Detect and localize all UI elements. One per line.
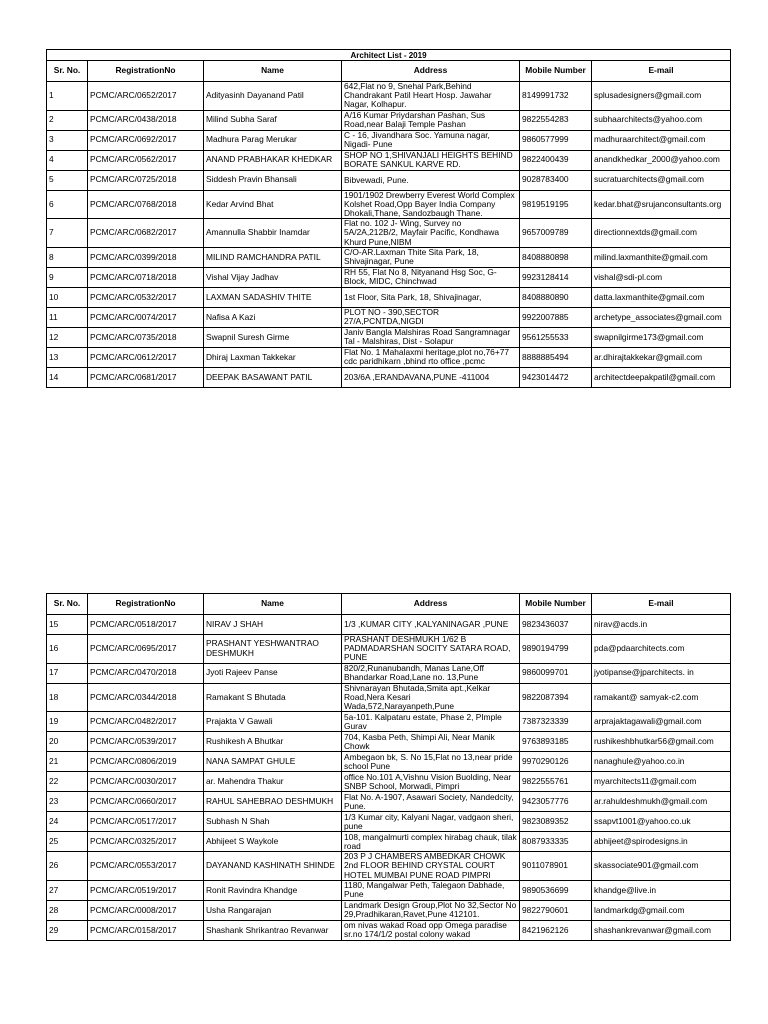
cell-mobile-number: 9822400439: [520, 150, 592, 170]
cell-address: Flat No. A-1907, Asawari Society, Nandedcity, Pune.: [342, 792, 520, 812]
header-row: [47, 594, 731, 615]
cell-name: ar. Mahendra Thakur: [204, 772, 342, 792]
cell-address: C/O-AR.Laxman Thite Sita Park, 18, Shivajinagar, Pune: [342, 247, 520, 267]
architect-table-2: [46, 593, 731, 941]
cell-email: madhuraarchitect@gmail.com: [592, 130, 731, 150]
cell-registration-no: PCMC/ARC/0553/2017: [88, 852, 204, 881]
cell-sr-no: 13: [47, 347, 88, 367]
cell-name: MILIND RAMCHANDRA PATIL: [204, 247, 342, 267]
cell-registration-no: PCMC/ARC/0325/2017: [88, 832, 204, 852]
cell-mobile-number: 9423014472: [520, 367, 592, 387]
cell-name: Siddesh Pravin Bhansali: [204, 170, 342, 190]
header-registration-no: RegistrationNo: [88, 594, 204, 615]
cell-sr-no: 19: [47, 712, 88, 732]
cell-registration-no: PCMC/ARC/0681/2017: [88, 367, 204, 387]
cell-mobile-number: 9890536699: [520, 880, 592, 900]
cell-address: Flat No. 1 Mahalaxmi heritage,plot no,76+77 cdc paridhikarn ,bhind rto office ,pcmc: [342, 347, 520, 367]
cell-email: datta.laxmanthite@gmail.com: [592, 287, 731, 307]
cell-sr-no: 20: [47, 732, 88, 752]
table-row: [47, 792, 731, 812]
table-row: [47, 732, 731, 752]
table-row: [47, 267, 731, 287]
cell-email: architectdeepakpatil@gmail.com: [592, 367, 731, 387]
cell-registration-no: PCMC/ARC/0470/2018: [88, 663, 204, 683]
cell-email: swapnilgirme173@gmail.com: [592, 327, 731, 347]
cell-registration-no: PCMC/ARC/0695/2017: [88, 635, 204, 664]
cell-name: Kedar Arvind Bhat: [204, 190, 342, 219]
cell-registration-no: PCMC/ARC/0030/2017: [88, 772, 204, 792]
cell-email: milind.laxmanthite@gmail.com: [592, 247, 731, 267]
cell-registration-no: PCMC/ARC/0399/2018: [88, 247, 204, 267]
cell-sr-no: 17: [47, 663, 88, 683]
cell-registration-no: PCMC/ARC/0532/2017: [88, 287, 204, 307]
cell-sr-no: 24: [47, 812, 88, 832]
table-row: [47, 812, 731, 832]
cell-registration-no: PCMC/ARC/0517/2017: [88, 812, 204, 832]
cell-sr-no: 3: [47, 130, 88, 150]
table-row: [47, 170, 731, 190]
cell-name: Amannulla Shabbir Inamdar: [204, 219, 342, 248]
cell-registration-no: PCMC/ARC/0718/2018: [88, 267, 204, 287]
cell-mobile-number: 7387323339: [520, 712, 592, 732]
cell-sr-no: 15: [47, 615, 88, 635]
table-row: [47, 150, 731, 170]
cell-mobile-number: 9923128414: [520, 267, 592, 287]
cell-mobile-number: 8421962126: [520, 920, 592, 940]
cell-email: rushikeshbhutkar56@gmail.com: [592, 732, 731, 752]
cell-mobile-number: 9011078901: [520, 852, 592, 881]
cell-sr-no: 10: [47, 287, 88, 307]
cell-email: khandge@live.in: [592, 880, 731, 900]
cell-name: Vishal Vijay Jadhav: [204, 267, 342, 287]
cell-email: pda@pdaarchitects.com: [592, 635, 731, 664]
table-row: [47, 635, 731, 664]
cell-address: Shivnarayan Bhutada,Smita apt.,Kelkar Road,Nera Kesari Wada,572,Narayanpeth,Pune: [342, 683, 520, 712]
cell-email: subhaarchitects@yahoo.com: [592, 110, 731, 130]
cell-name: Usha Rangarajan: [204, 900, 342, 920]
table-row: [47, 752, 731, 772]
cell-mobile-number: 9423057776: [520, 792, 592, 812]
cell-name: PRASHANT YESHWANTRAO DESHMUKH: [204, 635, 342, 664]
cell-email: ar.rahuldeshmukh@gmail.com: [592, 792, 731, 812]
cell-sr-no: 16: [47, 635, 88, 664]
cell-address: 1/3 Kumar city, Kalyani Nagar, vadgaon sheri, pune: [342, 812, 520, 832]
cell-name: Jyoti Rajeev Panse: [204, 663, 342, 683]
cell-registration-no: PCMC/ARC/0735/2018: [88, 327, 204, 347]
cell-mobile-number: 9561255533: [520, 327, 592, 347]
cell-sr-no: 5: [47, 170, 88, 190]
cell-registration-no: PCMC/ARC/0806/2019: [88, 752, 204, 772]
cell-sr-no: 28: [47, 900, 88, 920]
header-mobile-number: Mobile Number: [520, 594, 592, 615]
table-row: [47, 880, 731, 900]
cell-sr-no: 6: [47, 190, 88, 219]
table-row: [47, 367, 731, 387]
cell-mobile-number: 8888885494: [520, 347, 592, 367]
cell-registration-no: PCMC/ARC/0725/2018: [88, 170, 204, 190]
cell-mobile-number: 9823089352: [520, 812, 592, 832]
cell-address: 5a-101. Kalpataru estate, Phase 2, PImple Gurav: [342, 712, 520, 732]
cell-address: A/16 Kumar Priydarshan Pashan, Sus Road,near Balaji Temple Pashan: [342, 110, 520, 130]
cell-address: 203/6A ,ERANDAVANA,PUNE -411004: [342, 367, 520, 387]
cell-sr-no: 4: [47, 150, 88, 170]
table-row: [47, 327, 731, 347]
cell-address: 1901/1902 Drewberry Everest World Complex Kolshet Road,Opp Bayer India Company Dhokali,Thane, Sandozbaugh Thane.: [342, 190, 520, 219]
cell-name: DEEPAK BASAWANT PATIL: [204, 367, 342, 387]
cell-mobile-number: 9763893185: [520, 732, 592, 752]
cell-email: archetype_associates@gmail.com: [592, 307, 731, 327]
cell-email: myarchitects11@gmail.com: [592, 772, 731, 792]
cell-name: DAYANAND KASHINATH SHINDE: [204, 852, 342, 881]
header-name: Name: [204, 61, 342, 82]
cell-sr-no: 22: [47, 772, 88, 792]
cell-address: PRASHANT DESHMUKH 1/62 B PADMADARSHAN SOCITY SATARA ROAD, PUNE: [342, 635, 520, 664]
cell-registration-no: PCMC/ARC/0612/2017: [88, 347, 204, 367]
cell-name: Nafisa A Kazi: [204, 307, 342, 327]
cell-name: Abhijeet S Waykole: [204, 832, 342, 852]
cell-email: directionnextds@gmail.com: [592, 219, 731, 248]
cell-mobile-number: 8149991732: [520, 82, 592, 111]
cell-mobile-number: 8408880898: [520, 247, 592, 267]
cell-registration-no: PCMC/ARC/0692/2017: [88, 130, 204, 150]
cell-sr-no: 29: [47, 920, 88, 940]
cell-address: 820/2,Runanubandh, Manas Lane,Off Bhandarkar Road,Lane no. 13,Pune: [342, 663, 520, 683]
cell-address: om nivas wakad Road opp Omega paradise sr.no 174/1/2 postal colony wakad: [342, 920, 520, 940]
cell-mobile-number: 9860577999: [520, 130, 592, 150]
header-address: Address: [342, 594, 520, 615]
cell-name: NIRAV J SHAH: [204, 615, 342, 635]
table-row: [47, 347, 731, 367]
header-name: Name: [204, 594, 342, 615]
table-title: Architect List - 2019: [47, 50, 731, 61]
cell-registration-no: PCMC/ARC/0344/2018: [88, 683, 204, 712]
cell-address: 704, Kasba Peth, Shimpi Ali, Near Manik Chowk: [342, 732, 520, 752]
cell-sr-no: 18: [47, 683, 88, 712]
header-email: E-mail: [592, 61, 731, 82]
cell-sr-no: 7: [47, 219, 88, 248]
header-sr-no: Sr. No.: [47, 61, 88, 82]
table-row: [47, 712, 731, 732]
cell-email: nanaghule@yahoo.co.in: [592, 752, 731, 772]
cell-address: office No.101 A,Vishnu Vision Buolding, Near SNBP School, Morwadi, Pimpri: [342, 772, 520, 792]
cell-name: Prajakta V Gawali: [204, 712, 342, 732]
cell-mobile-number: 9890194799: [520, 635, 592, 664]
table-row: [47, 852, 731, 881]
table-row: [47, 82, 731, 111]
cell-email: kedar.bhat@srujanconsultants.org: [592, 190, 731, 219]
cell-sr-no: 21: [47, 752, 88, 772]
cell-email: ar.dhirajtakkekar@gmail.com: [592, 347, 731, 367]
cell-registration-no: PCMC/ARC/0768/2018: [88, 190, 204, 219]
cell-sr-no: 23: [47, 792, 88, 812]
header-email: E-mail: [592, 594, 731, 615]
table-row: [47, 920, 731, 940]
header-sr-no: Sr. No.: [47, 594, 88, 615]
architect-table-1: [46, 49, 731, 388]
cell-name: Subhash N Shah: [204, 812, 342, 832]
cell-name: Madhura Parag Merukar: [204, 130, 342, 150]
cell-address: PLOT NO - 390,SECTOR 27/A,PCNTDA,NIGDI: [342, 307, 520, 327]
cell-mobile-number: 9822087394: [520, 683, 592, 712]
cell-sr-no: 9: [47, 267, 88, 287]
header-mobile-number: Mobile Number: [520, 61, 592, 82]
cell-mobile-number: 9822790601: [520, 900, 592, 920]
cell-email: abhijeet@spirodesigns.in: [592, 832, 731, 852]
cell-mobile-number: 9823436037: [520, 615, 592, 635]
table-row: [47, 615, 731, 635]
cell-email: sucratuarchitects@gmail.com: [592, 170, 731, 190]
cell-email: anandkhedkar_2000@yahoo.com: [592, 150, 731, 170]
cell-address: Janiv Bangla Malshiras Road Sangramnagar Tal - Malshiras, Dist - Solapur: [342, 327, 520, 347]
cell-name: LAXMAN SADASHIV THITE: [204, 287, 342, 307]
cell-mobile-number: 9819519195: [520, 190, 592, 219]
cell-mobile-number: 9970290126: [520, 752, 592, 772]
table-2-body: [47, 615, 731, 941]
cell-name: Milind Subha Saraf: [204, 110, 342, 130]
cell-registration-no: PCMC/ARC/0008/2017: [88, 900, 204, 920]
cell-sr-no: 8: [47, 247, 88, 267]
cell-registration-no: PCMC/ARC/0652/2017: [88, 82, 204, 111]
cell-registration-no: PCMC/ARC/0539/2017: [88, 732, 204, 752]
cell-registration-no: PCMC/ARC/0482/2017: [88, 712, 204, 732]
cell-mobile-number: 9860099701: [520, 663, 592, 683]
cell-address: Bibvewadi, Pune.: [342, 170, 520, 190]
cell-address: RH 55, Flat No 8, Nityanand Hsg Soc, G-Block, MIDC, Chinchwad: [342, 267, 520, 287]
header-registration-no: RegistrationNo: [88, 61, 204, 82]
table-row: [47, 219, 731, 248]
header-row: [47, 61, 731, 82]
cell-email: landmarkdg@gmail.com: [592, 900, 731, 920]
cell-email: vishal@sdi-pl.com: [592, 267, 731, 287]
table-row: [47, 130, 731, 150]
cell-email: ssapvt1001@yahoo.co.uk: [592, 812, 731, 832]
cell-sr-no: 2: [47, 110, 88, 130]
cell-mobile-number: 9922007885: [520, 307, 592, 327]
cell-sr-no: 1: [47, 82, 88, 111]
cell-address: 1180, Mangalwar Peth, Talegaon Dabhade, Pune: [342, 880, 520, 900]
cell-mobile-number: 9822555761: [520, 772, 592, 792]
cell-address: Flat no. 102 J- Wing, Survey no 5A/2A,212B/2, Mayfair Pacific, Kondhawa Khurd Pune,NIBM: [342, 219, 520, 248]
cell-name: RAHUL SAHEBRAO DESHMUKH: [204, 792, 342, 812]
cell-name: ANAND PRABHAKAR KHEDKAR: [204, 150, 342, 170]
table-row: [47, 190, 731, 219]
cell-name: Ramakant S Bhutada: [204, 683, 342, 712]
cell-name: Ronit Ravindra Khandge: [204, 880, 342, 900]
cell-address: Landmark Design Group,Plot No 32,Sector No 29,Pradhikaran,Ravet,Pune 412101.: [342, 900, 520, 920]
table-row: [47, 287, 731, 307]
cell-name: Swapnil Suresh Girme: [204, 327, 342, 347]
cell-name: Adityasinh Dayanand Patil: [204, 82, 342, 111]
cell-registration-no: PCMC/ARC/0074/2017: [88, 307, 204, 327]
cell-mobile-number: 9028783400: [520, 170, 592, 190]
cell-email: jyotipanse@jparchitects. in: [592, 663, 731, 683]
cell-email: ramakant@ samyak-c2.com: [592, 683, 731, 712]
cell-address: 1/3 ,KUMAR CITY ,KALYANINAGAR ,PUNE: [342, 615, 520, 635]
table-row: [47, 683, 731, 712]
cell-sr-no: 25: [47, 832, 88, 852]
table-row: [47, 772, 731, 792]
table-row: [47, 663, 731, 683]
cell-mobile-number: 8408880890: [520, 287, 592, 307]
cell-registration-no: PCMC/ARC/0562/2017: [88, 150, 204, 170]
cell-mobile-number: 9822554283: [520, 110, 592, 130]
header-address: Address: [342, 61, 520, 82]
cell-registration-no: PCMC/ARC/0682/2017: [88, 219, 204, 248]
cell-registration-no: PCMC/ARC/0438/2018: [88, 110, 204, 130]
table-row: [47, 247, 731, 267]
cell-name: Shashank Shrikantrao Revanwar: [204, 920, 342, 940]
table-row: [47, 832, 731, 852]
cell-sr-no: 14: [47, 367, 88, 387]
cell-email: shashankrevanwar@gmail.com: [592, 920, 731, 940]
cell-name: Rushikesh A Bhutkar: [204, 732, 342, 752]
cell-registration-no: PCMC/ARC/0518/2017: [88, 615, 204, 635]
cell-address: Ambegaon bk, S. No 15,Flat no 13,near pride school Pune: [342, 752, 520, 772]
cell-address: SHOP NO 1,SHIVANJALI HEIGHTS BEHIND BORATE SANKUL KARVE RD.: [342, 150, 520, 170]
table-row: [47, 900, 731, 920]
cell-mobile-number: 8087933335: [520, 832, 592, 852]
cell-name: NANA SAMPAT GHULE: [204, 752, 342, 772]
cell-sr-no: 27: [47, 880, 88, 900]
cell-email: nirav@acds.in: [592, 615, 731, 635]
cell-address: C - 16, Jivandhara Soc. Yamuna nagar, Nigadi- Pune: [342, 130, 520, 150]
cell-registration-no: PCMC/ARC/0660/2017: [88, 792, 204, 812]
table-row: [47, 307, 731, 327]
table-1-body: [47, 82, 731, 388]
cell-sr-no: 12: [47, 327, 88, 347]
cell-address: 203 P J CHAMBERS AMBEDKAR CHOWK 2nd FLOOR BEHIND CRYSTAL COURT HOTEL MUMBAI PUNE ROAD PIMPRI: [342, 852, 520, 881]
table-row: [47, 110, 731, 130]
cell-email: skassociate901@gmail.com: [592, 852, 731, 881]
cell-email: splusadesigners@gmail.com: [592, 82, 731, 111]
cell-address: 108, mangalmurti complex hirabag chauk, tilak road: [342, 832, 520, 852]
cell-address: 642,Flat no 9, Snehal Park,Behind Chandrakant Patil Heart Hosp. Jawahar Nagar, Kolhapur.: [342, 82, 520, 111]
cell-sr-no: 11: [47, 307, 88, 327]
cell-mobile-number: 9657009789: [520, 219, 592, 248]
cell-sr-no: 26: [47, 852, 88, 881]
cell-name: Dhiraj Laxman Takkekar: [204, 347, 342, 367]
cell-address: 1st Floor, Sita Park, 18, Shivajinagar,: [342, 287, 520, 307]
cell-registration-no: PCMC/ARC/0519/2017: [88, 880, 204, 900]
cell-email: arprajaktagawali@gmail.com: [592, 712, 731, 732]
cell-registration-no: PCMC/ARC/0158/2017: [88, 920, 204, 940]
